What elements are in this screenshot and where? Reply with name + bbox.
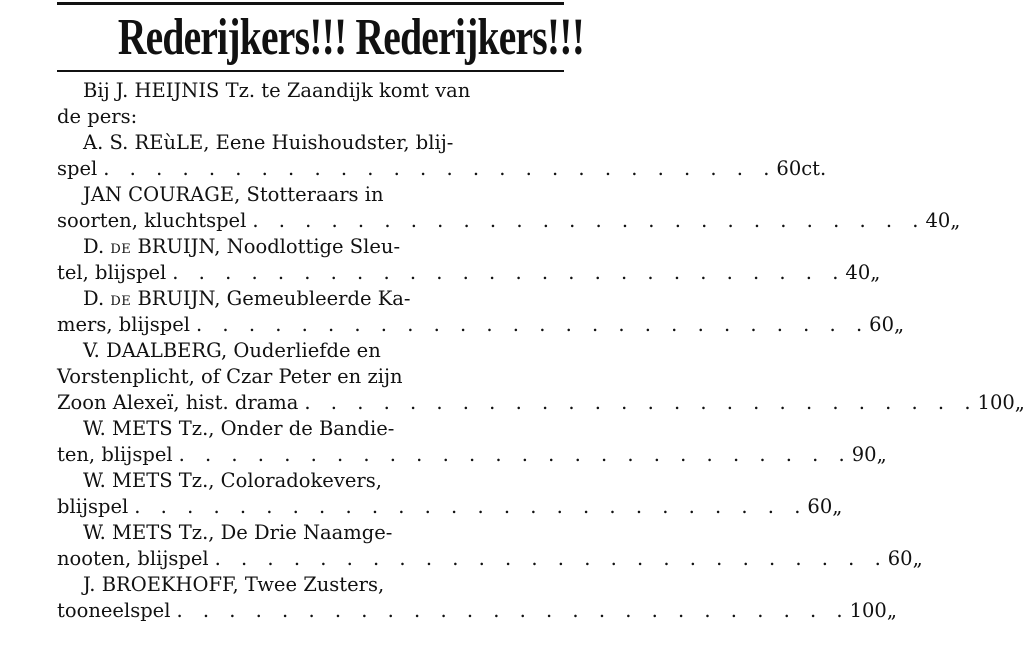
- entry-5-line-3: [57, 390, 1025, 416]
- entry-2-unit: „: [950, 209, 961, 232]
- entry-2-price: 40: [925, 209, 951, 232]
- entry-3-rest: BRUIJN, Noodlottige Sleu-: [137, 235, 401, 258]
- entry-8-title-tail: nooten, blijspel: [57, 547, 209, 570]
- entry-5-line-2: Vorstenplicht, of Czar Peter en zijn: [57, 365, 403, 388]
- entry-1-price: 60: [776, 157, 802, 180]
- entry-1-title-tail: spel: [57, 157, 98, 180]
- entry-8-line-2: [57, 546, 923, 572]
- leader-dots: . . . . . . . . . . . . . . . . . . . . . . . . . .: [304, 391, 978, 414]
- entry-4-initial: D.: [83, 287, 105, 310]
- entry-4-price: 60: [869, 313, 894, 336]
- intro-line-1: Bij J. HEIJNIS Tz. te Zaandijk komt van: [83, 79, 471, 102]
- entry-8-unit: „: [912, 547, 923, 570]
- entry-4-title-tail: mers, blijspel: [57, 313, 191, 336]
- entry-9-line-1: J. BROEKHOFF, Twee Zusters,: [83, 573, 385, 596]
- entry-4-rest: BRUIJN, Gemeubleerde Ka-: [137, 287, 411, 310]
- entry-6-title-tail: ten, blijspel: [57, 443, 173, 466]
- top-rule: [57, 2, 564, 5]
- leader-dots: . . . . . . . . . . . . . . . . . . . . . . . . . .: [214, 547, 888, 570]
- entry-3-line-2: [57, 260, 881, 286]
- entry-1-line-2: [57, 156, 827, 182]
- entry-1-line-1: A. S. REùLE, Eene Huishoudster, blij-: [83, 131, 454, 154]
- entry-4-unit: „: [893, 313, 905, 336]
- entry-7-unit: „: [832, 495, 843, 518]
- entry-2-title-tail: soorten, kluchtspel: [57, 209, 247, 232]
- entry-3-unit: „: [870, 261, 881, 284]
- leader-dots: . . . . . . . . . . . . . . . . . . . . . . . . . .: [172, 261, 846, 284]
- entry-4-line-2: [57, 312, 905, 338]
- leader-dots: . . . . . . . . . . . . . . . . . . . . . . . . . .: [178, 443, 852, 466]
- entry-2-line-2: [57, 208, 961, 234]
- entry-3-line-1: [57, 234, 559, 260]
- entry-5-price: 100: [977, 391, 1015, 414]
- entry-8-price: 60: [887, 547, 913, 570]
- leader-dots: . . . . . . . . . . . . . . . . . . . . . . . . . .: [134, 495, 808, 518]
- entry-7-price: 60: [807, 495, 833, 518]
- entry-5-title-tail: Zoon Alexeï, hist. drama: [57, 391, 299, 414]
- entry-9-unit: „: [886, 599, 897, 622]
- entry-6-price: 90: [851, 443, 877, 466]
- entry-8-line-1: W. METS Tz., De Drie Naamge-: [83, 521, 393, 544]
- entry-9-title-tail: tooneelspel: [57, 599, 171, 622]
- entry-7-line-1: W. METS Tz., Coloradokevers,: [83, 469, 382, 492]
- entry-3-title-tail: tel, blijspel: [57, 261, 167, 284]
- entry-6-unit: „: [876, 443, 887, 466]
- entry-4-particle: DE: [110, 294, 132, 309]
- entry-4-line-1: [57, 286, 559, 312]
- entry-1-unit: ct.: [801, 157, 827, 180]
- intro-line-2: de pers:: [57, 105, 138, 128]
- entry-9-line-2: [57, 598, 897, 624]
- leader-dots: . . . . . . . . . . . . . . . . . . . . . . . . . .: [252, 209, 926, 232]
- leader-dots: . . . . . . . . . . . . . . . . . . . . . . . . . .: [176, 599, 850, 622]
- entry-7-line-2: [57, 494, 843, 520]
- headline: Rederijkers!!! Rederijkers!!!: [117, 9, 585, 66]
- headline-rule: [57, 70, 564, 72]
- entry-6-line-2: [57, 442, 887, 468]
- entry-5-line-1: V. DAALBERG, Ouderliefde en: [83, 339, 381, 362]
- entry-9-price: 100: [849, 599, 887, 622]
- advertisement-body: [57, 78, 1025, 624]
- entry-7-title-tail: blijspel: [57, 495, 129, 518]
- leader-dots: . . . . . . . . . . . . . . . . . . . . . . . . . .: [103, 157, 777, 180]
- entry-3-price: 40: [845, 261, 871, 284]
- entry-6-line-1: W. METS Tz., Onder de Bandie-: [83, 417, 395, 440]
- entry-3-particle: DE: [110, 242, 132, 257]
- leader-dots: . . . . . . . . . . . . . . . . . . . . . . . . . .: [196, 313, 870, 336]
- entry-5-unit: „: [1014, 391, 1025, 414]
- entry-2-line-1: JAN COURAGE, Stotteraars in: [83, 183, 384, 206]
- entry-3-initial: D.: [83, 235, 105, 258]
